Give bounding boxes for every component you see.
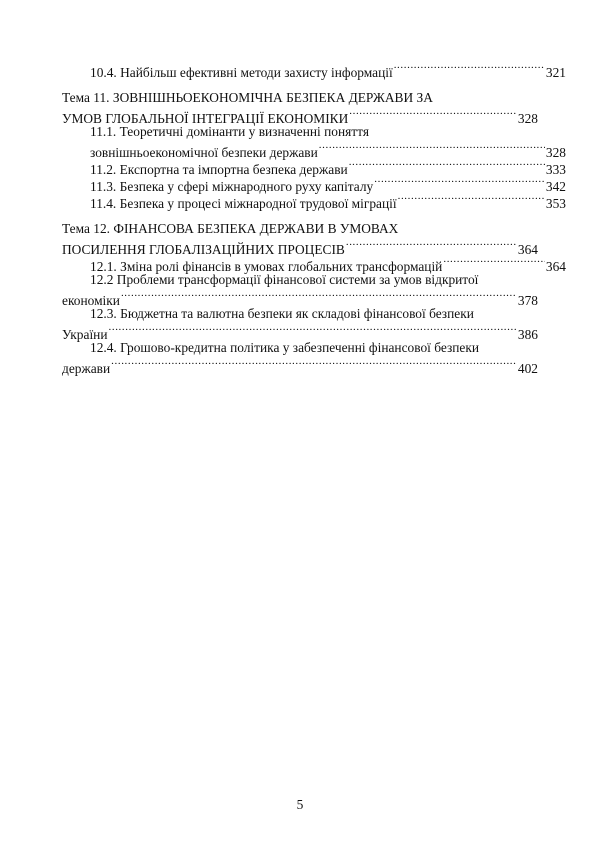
leader-dots — [349, 106, 517, 123]
toc-entry-title: Тема 11. ЗОВНІШНЬОЕКОНОМІЧНА БЕЗПЕКА ДЕРЖАВИ ЗА — [62, 90, 433, 105]
toc-entry-title-cont: економіки — [62, 293, 120, 308]
toc-page-number: 342 — [545, 179, 566, 194]
toc-entry-title: 11.3. Безпека у сфері міжнародного руху капіталу — [90, 179, 374, 194]
toc-entry-title: 12.1. Зміна ролі фінансів в умовах глобальних трансформацій — [90, 259, 443, 274]
leader-dots — [319, 140, 545, 157]
toc-entry-title-cont: зовнішньоекономічної безпеки держави — [90, 145, 318, 160]
toc-page-number: 402 — [517, 361, 538, 376]
leader-dots — [349, 157, 545, 174]
toc-entry-title: 10.4. Найбільш ефективні методи захисту інформації — [90, 65, 393, 80]
leader-dots — [346, 237, 517, 254]
toc-page-number: 328 — [545, 145, 566, 160]
toc-entry-11-4 — [62, 191, 566, 212]
leader-dots — [443, 254, 545, 271]
toc-page-number: 321 — [545, 65, 566, 80]
toc-entry-12-3 — [62, 305, 538, 343]
toc-entry-title: 12.2 Проблеми трансформації фінансової системи за умов відкритої — [90, 272, 479, 287]
toc-entry-12-4 — [62, 339, 538, 377]
page-number: 5 — [296, 797, 304, 812]
toc-entry-title: Тема 12. ФІНАНСОВА БЕЗПЕКА ДЕРЖАВИ В УМОВАХ — [62, 221, 399, 236]
toc-entry-title: 12.3. Бюджетна та валютна безпеки як складові фінансової безпеки — [90, 306, 474, 321]
leader-dots — [374, 174, 545, 191]
toc-entry-topic-11 — [62, 89, 538, 127]
toc-page-number: 353 — [545, 196, 566, 211]
toc-entry-title-cont: держави — [62, 361, 111, 376]
toc-entry-title: 11.2. Експортна та імпортна безпека держави — [90, 162, 348, 177]
leader-dots — [121, 288, 517, 305]
toc-entry-11-1 — [62, 123, 566, 161]
toc-page-number: 378 — [517, 293, 538, 308]
toc-page-number: 386 — [517, 327, 538, 342]
toc-entry-10-4 — [62, 60, 566, 81]
leader-dots — [109, 322, 517, 339]
toc-entry-topic-12 — [62, 220, 538, 258]
toc-entry-title: 11.1. Теоретичні домінанти у визначенні поняття — [90, 124, 369, 139]
toc-page-number: 333 — [545, 162, 566, 177]
toc-page-number: 364 — [545, 259, 566, 274]
toc-entry-title: 11.4. Безпека у процесі міжнародної трудової міграції — [90, 196, 397, 211]
toc-page-number: 364 — [517, 242, 538, 257]
toc-entry-title-cont: України — [62, 327, 108, 342]
toc-entry-title: 12.4. Грошово-кредитна політика у забезпеченні фінансової безпеки — [90, 340, 480, 355]
toc-entry-12-2 — [62, 271, 538, 309]
leader-dots — [394, 60, 545, 77]
leader-dots — [398, 191, 545, 208]
leader-dots — [111, 356, 517, 373]
toc-entry-title-cont: ПОСИЛЕННЯ ГЛОБАЛІЗАЦІЙНИХ ПРОЦЕСІВ — [62, 242, 345, 257]
toc-entry-title-cont: УМОВ ГЛОБАЛЬНОЇ ІНТЕГРАЦІЇ ЕКОНОМІКИ — [62, 111, 349, 126]
toc-page-number: 328 — [517, 111, 538, 126]
